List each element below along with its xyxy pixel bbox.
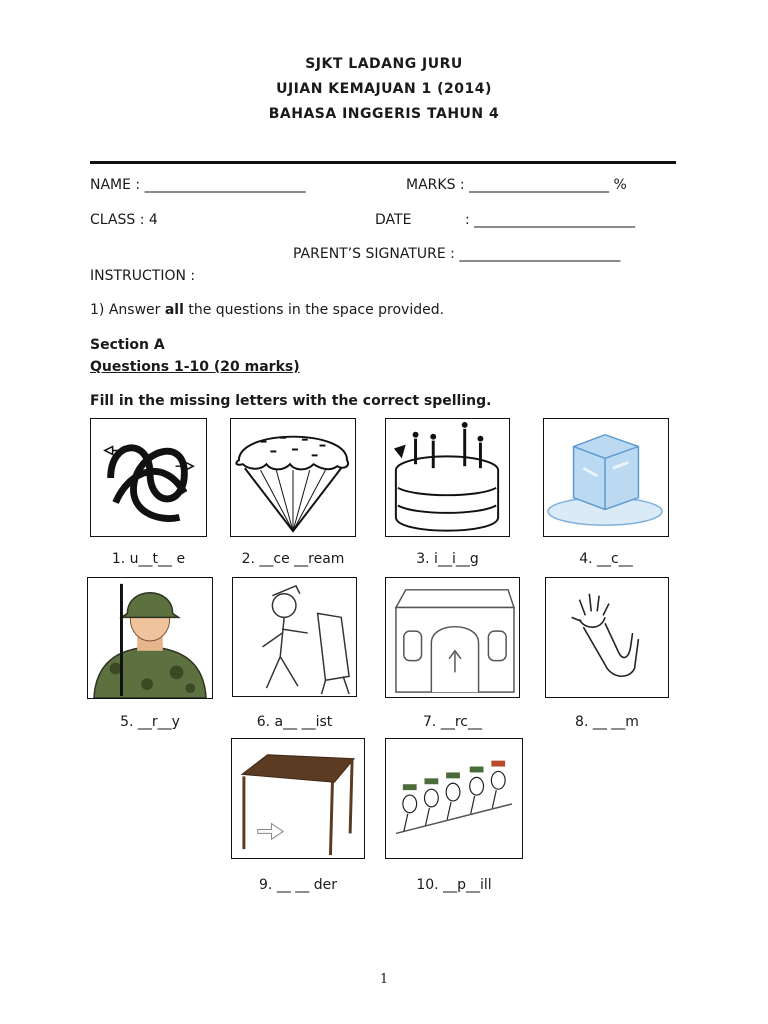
instruction-label: INSTRUCTION : [90, 268, 196, 284]
item-7-label: 7. __rc__ [423, 714, 482, 730]
section-title: Section A [90, 337, 165, 353]
parent-signature-field: PARENT’S SIGNATURE : _______________________ [293, 246, 621, 262]
item-10-label: 10. __p__ill [416, 877, 492, 893]
item-4-label: 4. __c__ [579, 551, 633, 567]
class-field: CLASS : 4 [90, 212, 158, 228]
item-8-label: 8. __ __m [575, 714, 639, 730]
task-instruction: Fill in the missing letters with the correct spelling. [90, 393, 492, 409]
header-divider [90, 161, 676, 164]
item-5-label: 5. __r__y [120, 714, 180, 730]
instruction-suffix: the questions in the space provided. [183, 302, 445, 318]
page-number: 1 [379, 972, 389, 987]
instruction-prefix: 1) Answer [90, 302, 165, 318]
instruction-emphasis: all [164, 302, 184, 318]
soldier-icon [87, 577, 213, 699]
ice-cream-icon [230, 418, 356, 537]
table-leg-icon [231, 738, 365, 859]
item-2-label: 2. __ce __ream [241, 551, 345, 567]
subject-title: BAHASA INGGERIS TAHUN 4 [268, 106, 500, 122]
exam-title: UJIAN KEMAJUAN 1 (2014) [276, 81, 492, 97]
knot-icon [90, 418, 207, 537]
date-field: : _______________________ [465, 212, 636, 228]
marks-field: MARKS : ____________________ % [406, 177, 627, 193]
school-name: SJKT LADANG JURU [305, 56, 463, 72]
name-field: NAME : _______________________ [90, 177, 306, 193]
artist-icon [232, 577, 357, 697]
item-9-label: 9. __ __ der [259, 877, 337, 893]
arch-icon [385, 577, 520, 698]
birthday-cake-icon [385, 418, 510, 537]
questions-range: Questions 1-10 (20 marks) [90, 359, 300, 375]
instruction-item [90, 302, 444, 318]
ice-cube-icon [543, 418, 669, 537]
item-3-label: 3. i__i__g [416, 551, 479, 567]
date-label: DATE [375, 212, 412, 228]
arm-icon [545, 577, 669, 698]
item-1-label: 1. u__t__ e [111, 551, 186, 567]
item-6-label: 6. a__ __ist [256, 714, 333, 730]
hikers-uphill-icon [385, 738, 523, 859]
